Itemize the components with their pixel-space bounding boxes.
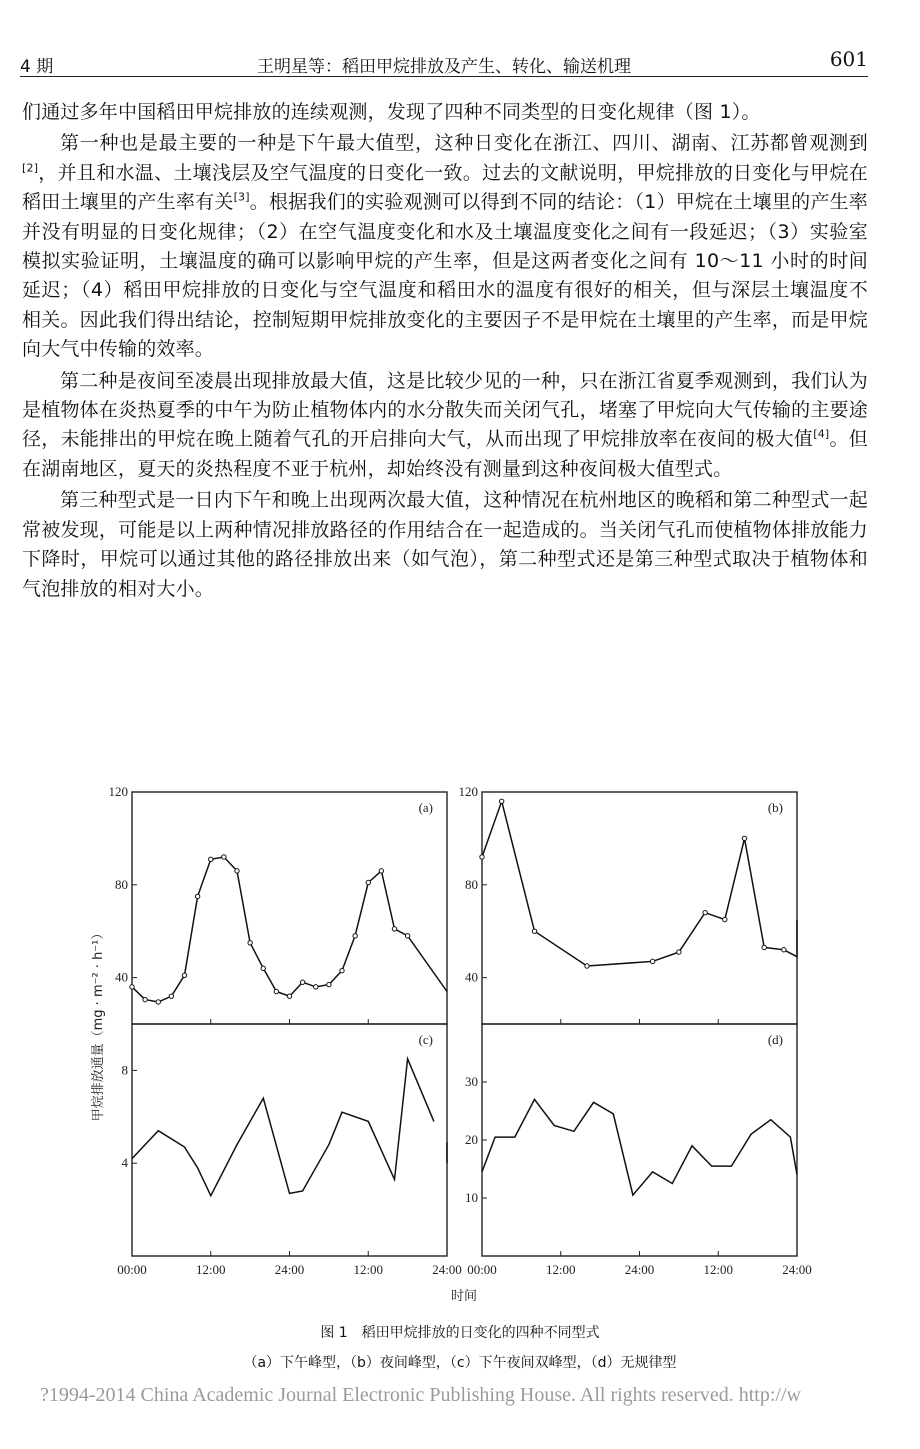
figure-caption: 图 1 稻田甲烷排放的日变化的四种不同型式 [320, 1325, 600, 1341]
panel-a-series-point [366, 880, 370, 884]
panel-a-series-point [327, 982, 331, 986]
x-tick-label-left: 24:00 [274, 1262, 305, 1277]
x-tick-label-left: 12:00 [195, 1262, 226, 1277]
panel-b-series-point [499, 799, 503, 803]
panel-a-series-point [261, 966, 265, 970]
panel-a-ytick-label: 40 [115, 969, 128, 985]
panel-a-series-point [222, 855, 226, 859]
issue-number: 4 期 [20, 57, 54, 77]
x-tick-label-right: 12:00 [545, 1262, 576, 1277]
panel-a-series-point [209, 857, 213, 861]
paragraph-3 [22, 367, 868, 485]
panel-a-series-point [248, 941, 252, 945]
panel-a-series-point [130, 985, 134, 989]
panel-a-series-point [195, 894, 199, 898]
paragraph-4 [22, 486, 868, 604]
panel-a-series-point [169, 994, 173, 998]
panel-a-ytick-label: 80 [115, 876, 128, 892]
panel-c-ytick-label: 8 [121, 1062, 128, 1078]
panel-b-series-point [782, 948, 786, 952]
figure-1-chart [0, 770, 920, 1330]
panel-b-label: (b) [767, 800, 783, 815]
panel-a-series-point [235, 869, 239, 873]
panel-a-label: (a) [418, 800, 433, 815]
running-header [20, 46, 868, 77]
panel-d-ytick-label: 10 [465, 1190, 478, 1205]
panel-a-frame [132, 792, 447, 1024]
figure-subcaption: （a）下午峰型，（b）夜间峰型，（c）下午夜间双峰型，（d）无规律型 [243, 1355, 677, 1371]
x-tick-label-right: 12:00 [703, 1262, 734, 1277]
panel-d-series-line [482, 1099, 797, 1195]
figure-1 [0, 770, 920, 1330]
panel-b-series-point [742, 836, 746, 840]
running-title: 王明星等：稻田甲烷排放及产生、转化、输送机理 [257, 57, 631, 77]
panel-a-series-point [379, 869, 383, 873]
paragraph-2-text-b: ，并且和水温、土壤浅层及空气温度的日变化一致。过去的文献说明，甲烷排放的日变化与甲烷在稻田土壤里的产生率有关 [22, 161, 868, 214]
panel-a-series-point [300, 980, 304, 984]
citation-2[interactable]: [2] [22, 161, 39, 175]
panel-a-series-point [156, 1000, 160, 1004]
x-axis-title: 时间 [450, 1289, 478, 1304]
paragraph-3-text-b: 。但在湖南地区，夏天的炎热程度不亚于杭州，却始终没有测量到这种夜间极大值型式。 [22, 428, 869, 480]
x-tick-label-left: 12:00 [353, 1262, 384, 1277]
panel-a-series-point [405, 934, 409, 938]
x-tick-label-left: 24:00 [432, 1262, 462, 1277]
copyright-footer: ?1994-2014 China Academic Journal Electronic Publishing House. All rights reserved. http://w [40, 1384, 801, 1406]
panel-c-frame [132, 1024, 447, 1256]
body-text [22, 98, 868, 604]
panel-a-series-point [182, 973, 186, 977]
panel-a-series-point [143, 997, 147, 1001]
panel-b-series-point [703, 910, 707, 914]
paragraph-4-text: 第三种型式是一日内下午和晚上出现两次最大值，这种情况在杭州地区的晚稻和第二种型式一起常被发现，可能是以上两种情况排放路径的作用结合在一起造成的。当关闭气孔而使植物体排放能力下降时，甲烷可以通过其他的路径排放出来（如气泡），第二种型式还是第三种型式取决于植物体和气泡排放的相对大小。 [22, 489, 868, 600]
panel-a-ytick-label: 120 [108, 784, 128, 799]
panel-b-series-point [532, 929, 536, 933]
panel-b-ytick-label: 40 [465, 969, 478, 985]
panel-c-series-line [132, 1059, 434, 1196]
x-tick-label-right: 00:00 [467, 1262, 497, 1277]
panel-b-series-line [482, 801, 797, 966]
panel-d-frame [482, 1024, 797, 1256]
x-tick-label-right: 24:00 [782, 1262, 812, 1277]
paragraph-2-text-c: 。根据我们的实验观测可以得到不同的结论：（1）甲烷在土壤里的产生率并没有明显的日变化规律；（2）在空气温度变化和水及土壤温度变化之间有一段延迟；（3）实验室模拟实验证明，土壤温度的确可以影响甲烷的产生率，但是这两者变化之间有 10～11 小时的时间延迟；（4）稻田甲烷排放的日变化与空气温度和稻田水的温度有很好的相关，但与深层土壤温度不相关。因此我们得出结论，控制短期甲烷排放变化的主要因子不是甲烷在土壤里的产生率，而是甲烷向大气中传输的效率。 [22, 191, 868, 361]
panel-b-series-point [480, 855, 484, 859]
panel-c-ytick-label: 4 [121, 1155, 128, 1171]
panel-c-label: (c) [418, 1032, 433, 1047]
panel-b-series-point [723, 917, 727, 921]
citation-3[interactable]: [3] [233, 190, 250, 204]
panel-d-ytick-label: 20 [465, 1132, 478, 1147]
panel-a-series-point [340, 968, 344, 972]
panel-a-series-point [353, 934, 357, 938]
panel-a-series-point [287, 994, 291, 998]
paragraph-2 [22, 129, 868, 364]
panel-b-ytick-label: 120 [458, 784, 478, 799]
panel-a-series-line [132, 857, 447, 1002]
panel-a-series-point [392, 927, 396, 931]
paragraph-2-text-a: 第一种也是最主要的一种是下午最大值型，这种日变化在浙江、四川、湖南、江苏都曾观测到 [60, 132, 868, 155]
x-tick-label-right: 24:00 [624, 1262, 655, 1277]
y-axis-title: 甲烷排放通量（mg · m⁻² · h⁻¹） [91, 926, 106, 1122]
panel-a-series-point [314, 985, 318, 989]
panel-b-series-point [585, 964, 589, 968]
panel-b-series-point [650, 959, 654, 963]
citation-4[interactable]: [4] [813, 428, 830, 442]
panel-a-series-point [274, 989, 278, 993]
panel-d-ytick-label: 30 [465, 1074, 478, 1089]
panel-b-series-point [762, 945, 766, 949]
panel-b-series-point [677, 950, 681, 954]
paragraph-3-text-a: 第二种是夜间至凌晨出现排放最大值，这是比较少见的一种，只在浙江省夏季观测到，我们认为是植物体在炎热夏季的中午为防止植物体内的水分散失而关闭气孔，堵塞了甲烷向大气传输的主要途径，未能排出的甲烷在晚上随着气孔的开启排向大气，从而出现了甲烷排放率在夜间的极大值 [22, 369, 868, 451]
panel-b-ytick-label: 80 [465, 876, 478, 892]
page-number: 601 [829, 47, 868, 71]
panel-d-label: (d) [767, 1032, 783, 1047]
paragraph-1-text: 们通过多年中国稻田甲烷排放的连续观测，发现了四种不同类型的日变化规律（图 1）。 [22, 101, 761, 123]
x-tick-label-left: 00:00 [117, 1262, 147, 1277]
paragraph-1 [22, 98, 868, 127]
